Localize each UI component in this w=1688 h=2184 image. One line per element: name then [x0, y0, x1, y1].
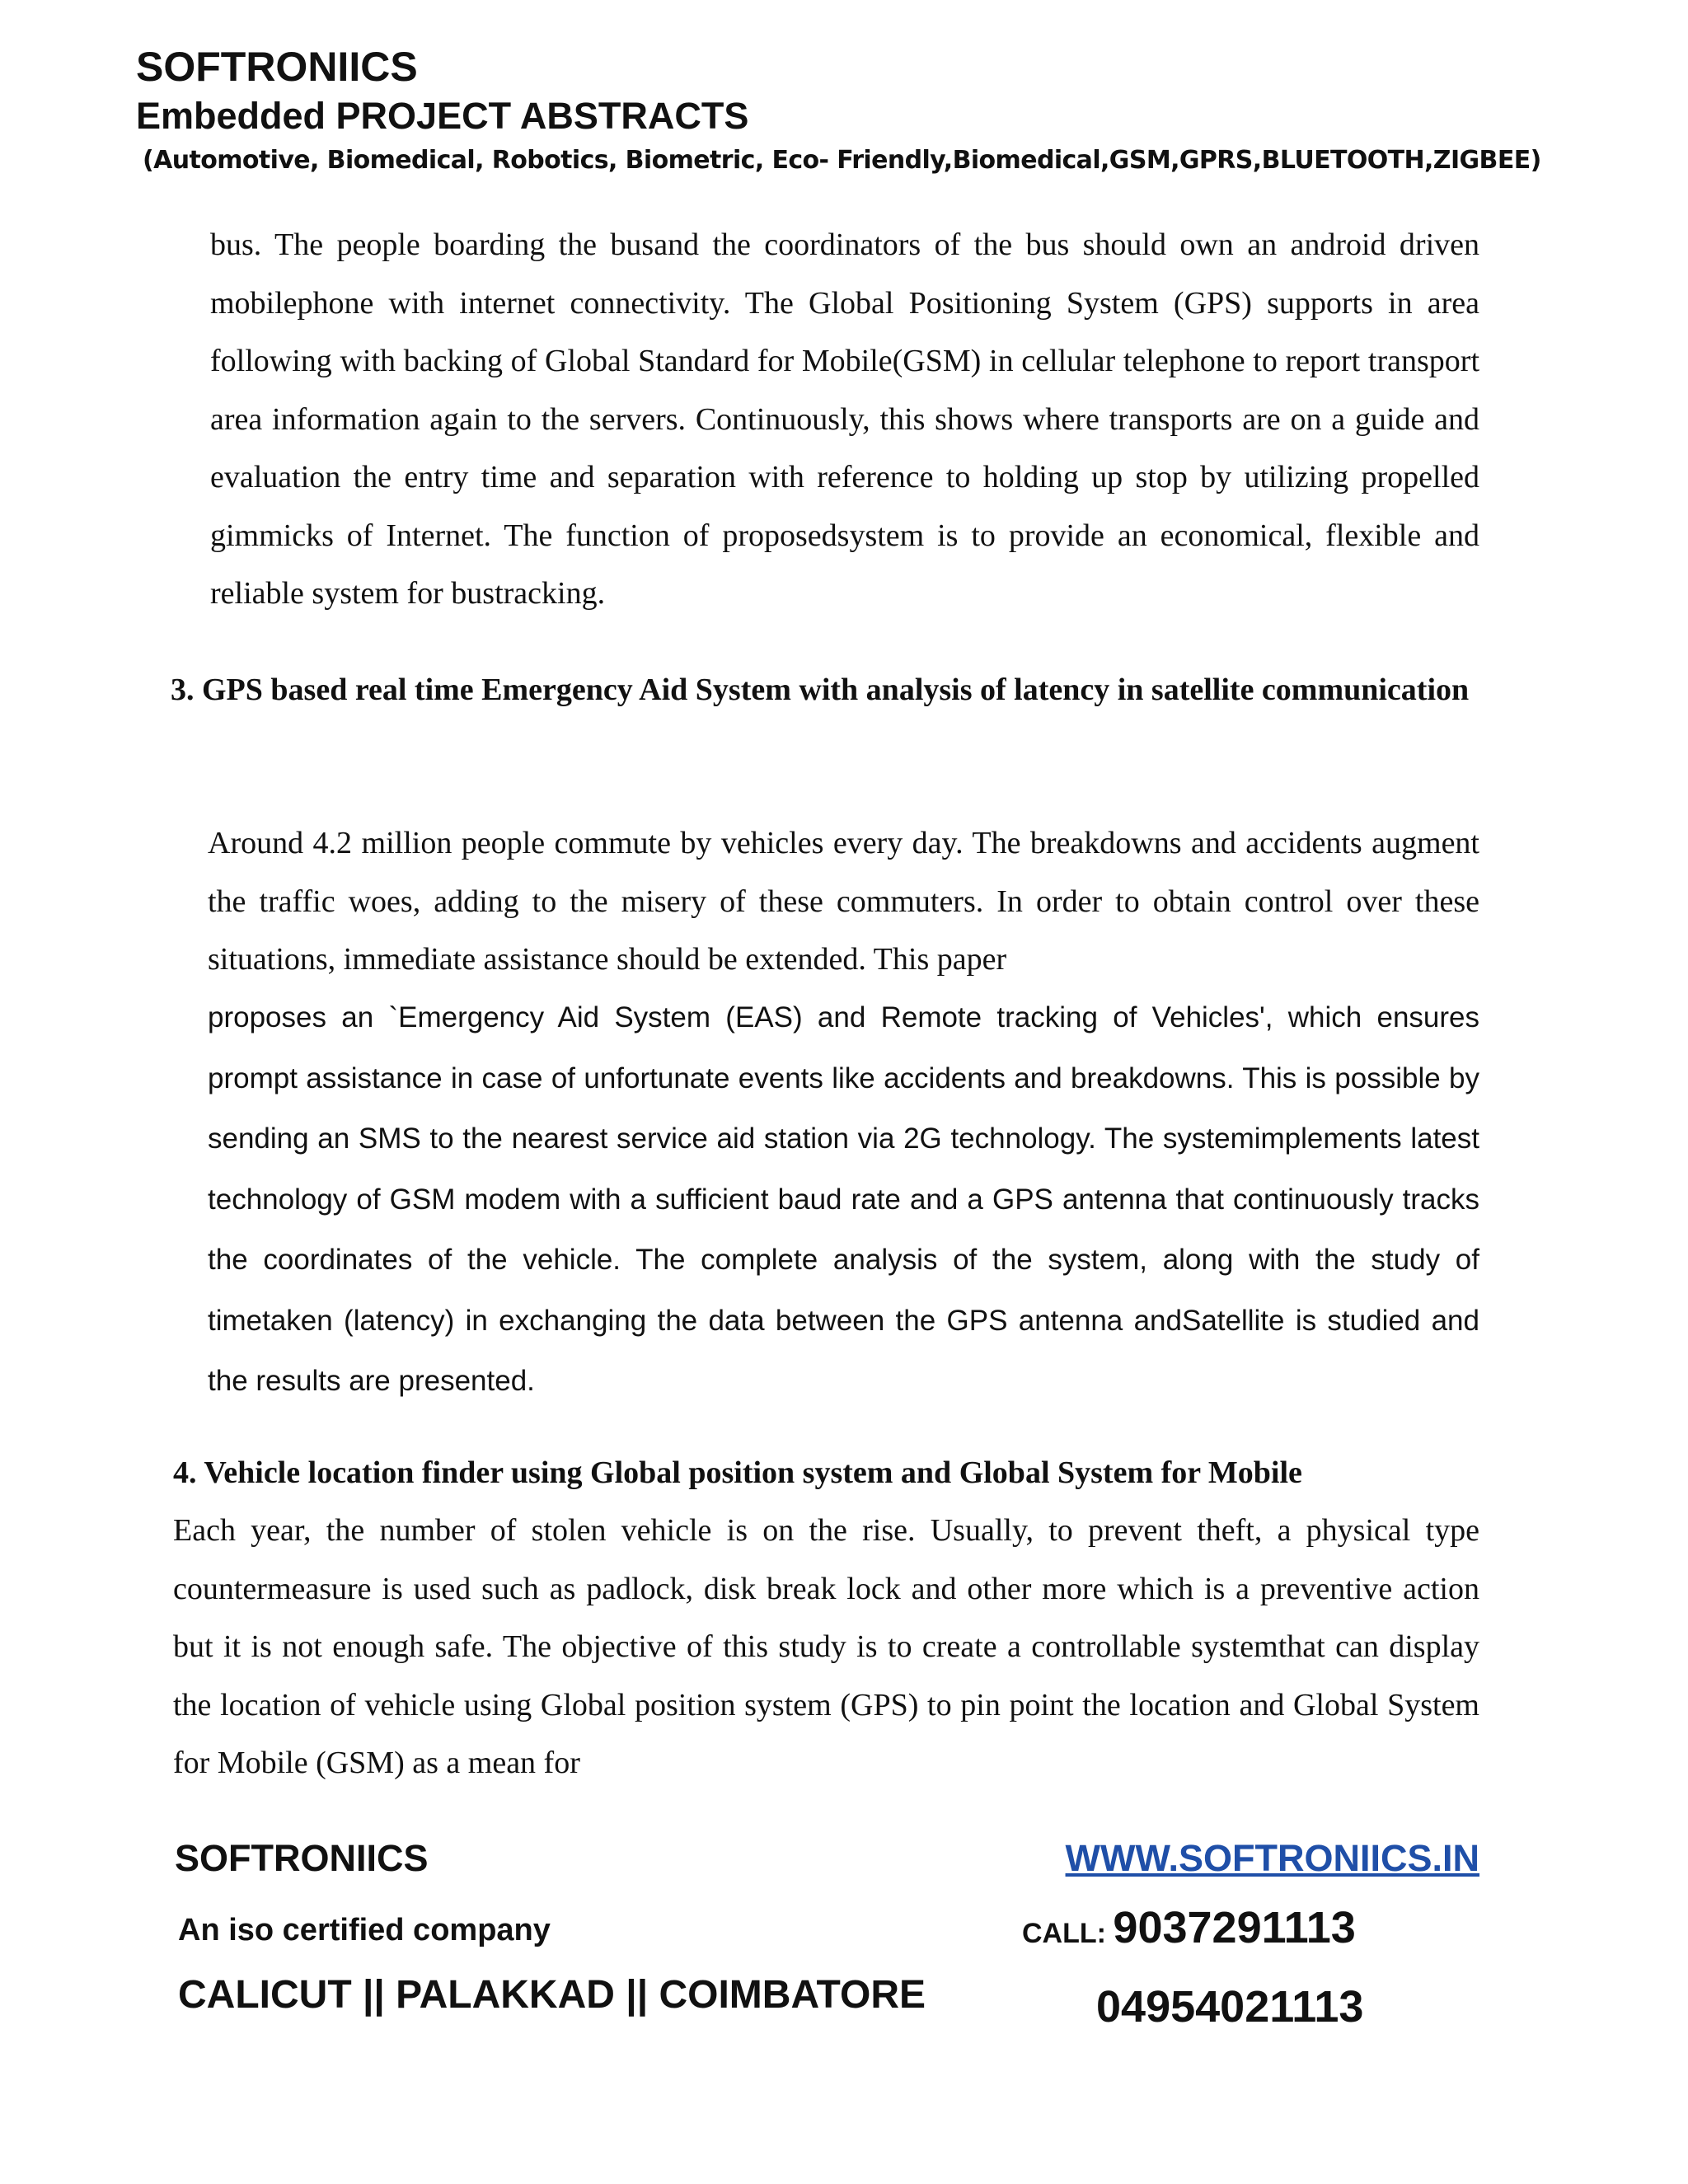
- footer-iso-note: An iso certified company: [178, 1913, 551, 1947]
- page-header: [136, 41, 1554, 181]
- brand-title: SOFTRONIICS: [136, 44, 418, 90]
- item-4-title: Vehicle location finder using Global position system and Global System for Mobile: [204, 1455, 1302, 1490]
- item-3-paragraph-part1: Around 4.2 million people commute by vehicles every day. The breakdowns and accidents augment the traffic woes, adding to the misery of these commuters. In order to obtain control over these situations, immediate assistance should be extended. This paper: [208, 826, 1479, 977]
- item-4-paragraph: Each year, the number of stolen vehicle is on the rise. Usually, to prevent theft, a physical type countermeasure is used such as padlock, disk break lock and other more which is a preventive action but it is not enough safe. The objective of this study is to create a controllable systemthat can display the location of vehicle using Global position system (GPS) to pin point the location and Global System for Mobile (GSM) as a mean for: [173, 1513, 1479, 1780]
- website-link[interactable]: WWW.SOFTRONIICS.IN: [1065, 1837, 1479, 1879]
- phone-number-secondary[interactable]: 04954021113: [1096, 1982, 1364, 2032]
- call-label: CALL:: [1022, 1918, 1106, 1949]
- item-3-title: GPS based real time Emergency Aid System with analysis of latency in satellite communication: [202, 673, 1470, 707]
- item-3-number: 3.: [171, 673, 195, 707]
- item-4-number: 4.: [173, 1455, 197, 1490]
- footer-company-name: SOFTRONIICS: [175, 1837, 429, 1879]
- footer-cities: CALICUT || PALAKKAD || COIMBATORE: [178, 1973, 926, 2017]
- footer-contact-info: [1022, 1834, 1484, 2033]
- continuation-paragraph: bus. The people boarding the busand the coordinators of the bus should own an android driven mobilephone with internet connectivity. The Global Positioning System (GPS) supports in area following with backing of Global Standard for Mobile(GSM) in cellular telephone to report transport area information again to the servers. Continuously, this shows where transports are on a guide and evaluation the entry time and separation with reference to holding up stop by utilizing propelled gimmicks of Internet. The function of proposedsystem is to provide an economical, flexible and reliable system for bustracking.: [210, 227, 1479, 611]
- call-line: [1022, 1901, 1484, 1966]
- item-3-paragraph-part2: proposes an `Emergency Aid System (EAS) and Remote tracking of Vehicles', which ensures prompt assistance in case of unfortunate events like accidents and breakdowns. This is possible by sending an SMS to the nearest service aid station via 2G technology. The systemimplements latest technology of GSM modem with a sufficient baud rate and a GPS antenna that continuously tracks the coordinates of the vehicle. The complete analysis of the system, along with the study of timetaken (latency) in exchanging the data between the GPS antenna andSatellite is studied and the results are presented.: [208, 1001, 1479, 1397]
- phone-number-primary[interactable]: 9037291113: [1113, 1903, 1356, 1952]
- category-list: (Automotive, Biomedical, Robotics, Biometric, Eco- Friendly,Biomedical,GSM,GPRS,BLUETOOTH,ZIGBEE): [143, 146, 1541, 175]
- document-subtitle: Embedded PROJECT ABSTRACTS: [136, 95, 749, 137]
- item-4-heading: [173, 1444, 1479, 1502]
- item-3-heading: [171, 661, 1479, 719]
- footer-company-info: [175, 1834, 926, 2020]
